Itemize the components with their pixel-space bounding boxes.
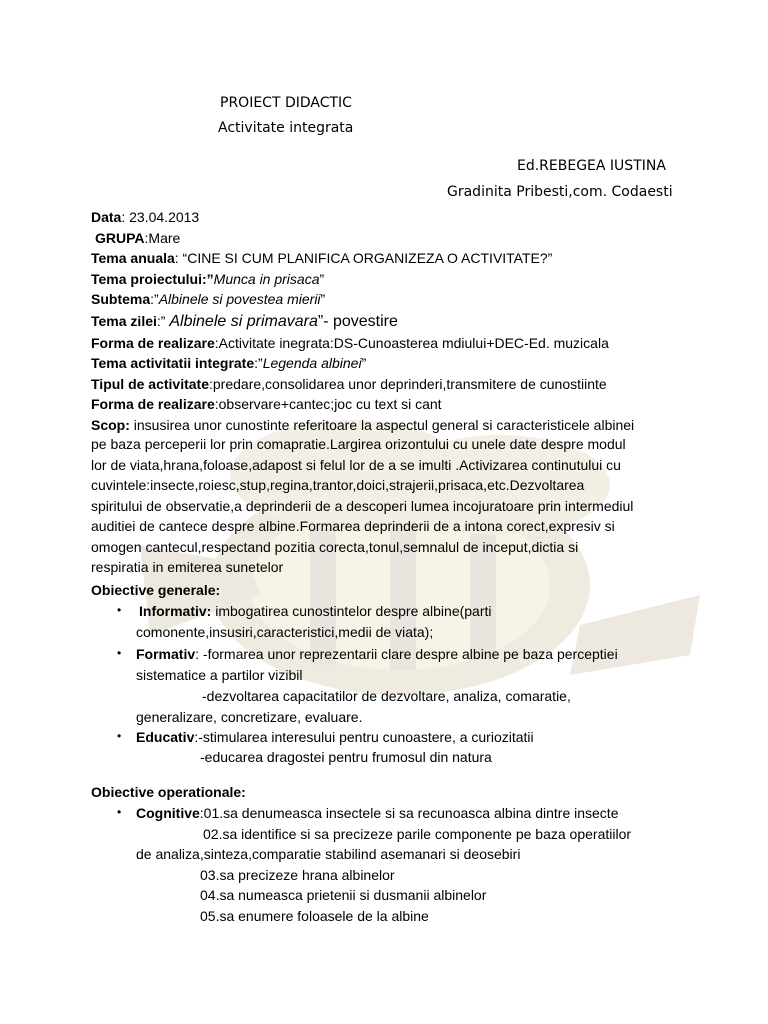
objective-informativ [139, 601, 492, 622]
page-subtitle: Activitate integrata [218, 120, 354, 136]
field-tipul-activitate [91, 374, 607, 395]
objective-text: 02.sa identifice si sa precizeze parile componente pe baza operatiilor [203, 826, 632, 842]
field-data [91, 207, 199, 228]
field-quote: ” [361, 355, 367, 371]
objective-text: 05.sa enumere foloasele de la albine [200, 908, 429, 924]
objective-text: comonente,insusiri,caracteristici,medii de viata); [136, 624, 434, 640]
field-value: Albinele si povestea mierii [158, 291, 321, 307]
field-label: Tema proiectului:” [91, 271, 214, 287]
field-value: : “CINE SI CUM PLANIFICA ORGANIZEZA O ACTIVITATE?” [174, 250, 553, 266]
field-label: Tema anuala [91, 250, 175, 266]
field-value: :Activitate inegrata:DS-Cunoasterea mdiului+DEC-Ed. muzicala [214, 335, 609, 351]
field-label: Forma de realizare [91, 335, 215, 351]
field-label: Subtema [91, 291, 151, 307]
field-forma-realizare-1 [91, 333, 609, 354]
objective-text: :01.sa denumeasca insectele si sa recunoasca albina dintre insecte [199, 805, 619, 821]
field-label: Tipul de activitate [91, 376, 209, 392]
bullet-icon: • [117, 805, 122, 819]
page-title: PROIECT DIDACTIC [220, 95, 352, 111]
bullet-icon: • [117, 729, 122, 743]
scop-line: auditiei de cantece despre albine.Formarea deprinderii de a intona corect,expresiv si [91, 518, 615, 534]
objective-label: Informativ: [139, 603, 212, 619]
section-heading: Obiective operationale: [91, 784, 246, 800]
field-value: :predare,consolidarea unor deprinderi,transmitere de cunostiinte [209, 376, 607, 392]
field-value: :Mare [144, 230, 181, 246]
objective-educativ [136, 727, 534, 748]
objective-cognitive [136, 803, 618, 824]
objective-text: imbogatirea cunostintelor despre albine(parti [211, 603, 492, 619]
objective-label: Educativ [136, 729, 195, 745]
scop-first-line [91, 415, 634, 436]
objective-text: 04.sa numeasca prietenii si dusmanii albinelor [200, 887, 487, 903]
field-label: Forma de realizare [91, 396, 215, 412]
objective-text: sistematice a partilor vizibil [136, 667, 303, 683]
field-tema-anuala [91, 248, 552, 269]
field-label: Data [91, 209, 122, 225]
field-quote: :” [150, 291, 159, 307]
objective-text: :-stimularea interesului pentru cunoastere, a curiozitatii [194, 729, 534, 745]
field-suffix: ”- povestire [317, 313, 398, 330]
field-value: Legenda albinei [262, 355, 362, 371]
scop-line: respiratia in emiterea sunetelor [91, 559, 284, 575]
scop-text: insusirea unor cunostinte referitoare la aspectul general si caracteristicele albinei [129, 417, 635, 433]
field-value: :observare+cantec;joc cu text si cant [214, 396, 442, 412]
school-name: Gradinita Pribesti,com. Codaesti [447, 184, 673, 200]
field-quote: ” [319, 271, 325, 287]
scop-line: spiritului de observatie,a deprinderii de a descoperi lumea incojuratoare prin intermediul [91, 498, 634, 514]
field-label: Tema zilei [91, 313, 157, 329]
field-value: Albinele si primavara [169, 313, 318, 330]
scop-line: cuvintele:insecte,roiesc,stup,regina,trantor,doici,strajerii,prisaca,etc.Dezvoltarea [91, 477, 585, 493]
scop-line: pe baza perceperii lor prin comapratie.Largirea orizontului cu unele date despre modul [91, 436, 626, 452]
scop-label: Scop: [91, 417, 130, 433]
objective-text: generalizare, concretizare, evaluare. [136, 709, 363, 725]
field-value: : 23.04.2013 [121, 209, 200, 225]
objective-text: -educarea dragostei pentru frumosul din natura [200, 749, 492, 765]
objective-label: Cognitive [136, 805, 200, 821]
field-label: GRUPA [95, 230, 145, 246]
field-quote: ” [320, 291, 326, 307]
objective-text: 03.sa precizeze hrana albinelor [200, 867, 395, 883]
objective-text: de analiza,sinteza,comparatie stabilind asemanari si deosebiri [136, 846, 521, 862]
field-value: Munca in prisaca [213, 271, 320, 287]
bullet-icon: • [117, 646, 122, 660]
field-quote: :” [156, 313, 170, 329]
bullet-icon: • [117, 603, 122, 617]
objective-label: Formativ [136, 646, 196, 662]
author-name: Ed.REBEGEA IUSTINA [517, 158, 666, 174]
objective-text: -dezvoltarea capacitatilor de dezvoltare, analiza, comaratie, [202, 688, 571, 704]
field-label: Tema activitatii integrate [91, 355, 255, 371]
field-grupa [95, 228, 180, 249]
field-tema-zilei [91, 311, 398, 333]
field-forma-realizare-2 [91, 394, 442, 415]
objective-formativ [136, 644, 618, 665]
scop-line: omogen cantecul,respectand pozitia corecta,tonul,semnalul de inceput,dictia si [91, 539, 579, 555]
field-subtema [91, 289, 325, 310]
scop-line: lor de viata,hrana,foloase,adapost si felul lor de a se imulti .Activizarea continutului cu [91, 457, 621, 473]
field-tema-activitatii [91, 353, 366, 374]
objective-text: : -formarea unor reprezentarii clare despre albine pe baza perceptiei [195, 646, 618, 662]
field-quote: :” [254, 355, 263, 371]
section-heading: Obiective generale: [91, 582, 221, 598]
field-tema-proiectului [91, 269, 324, 290]
